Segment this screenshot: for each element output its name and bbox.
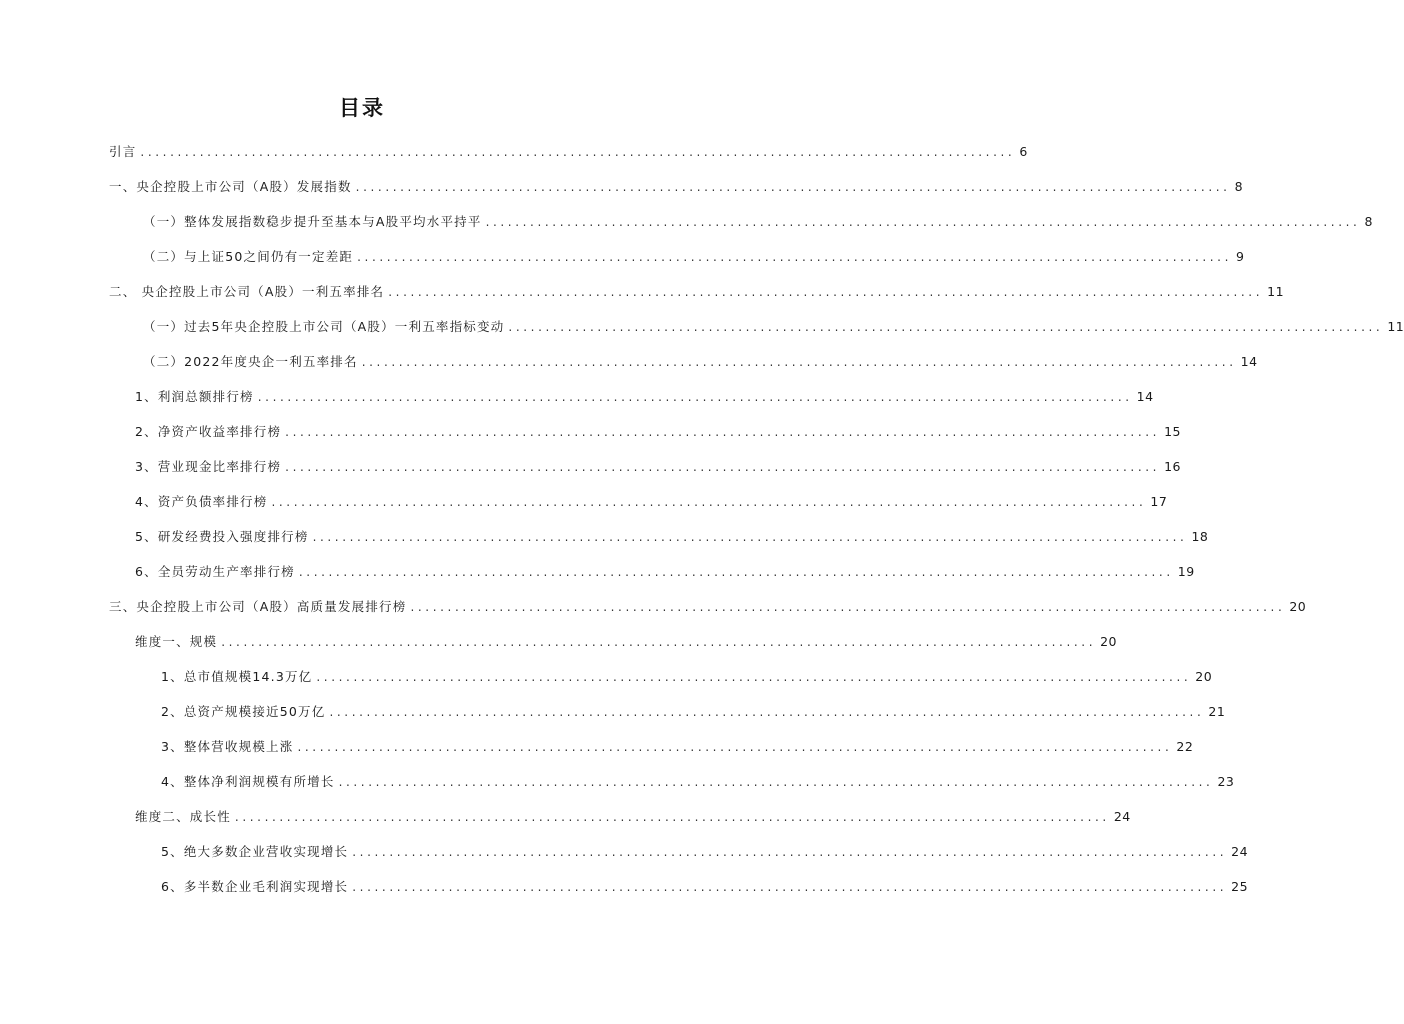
toc-entry-ranking-rnd[interactable] [135, 523, 1209, 545]
toc-entry-page: 24 [1231, 844, 1249, 859]
toc-entry-label: 5、绝大多数企业营收实现增长 [161, 844, 349, 859]
dot-leader: ...................................................................................................................... [361, 355, 1237, 369]
toc-entry-page: 15 [1164, 424, 1181, 439]
dot-leader: ...................................................................................................................... [338, 775, 1214, 789]
toc-entry-label: 3、整体营收规模上涨 [161, 739, 294, 754]
toc-entry-section-2[interactable] [109, 278, 1285, 300]
toc-entry-label: 6、全员劳动生产率排行榜 [135, 564, 295, 579]
toc-entry-label: 6、多半数企业毛利润实现增长 [161, 879, 349, 894]
toc-entry-section-2-1[interactable] [143, 313, 1404, 335]
toc-entry-ranking-productivity[interactable] [135, 558, 1195, 580]
toc-entry-scale-assets[interactable] [161, 698, 1226, 720]
toc-entry-page: 20 [1100, 634, 1118, 649]
toc-entry-growth-revenue[interactable] [161, 838, 1249, 860]
dot-leader: ...................................................................................................................... [316, 670, 1192, 684]
toc-entry-section-1-2[interactable] [143, 243, 1245, 265]
toc-entry-page: 24 [1113, 809, 1131, 824]
toc-entry-page: 22 [1176, 739, 1194, 754]
toc-entry-label: 3、营业现金比率排行榜 [135, 459, 282, 474]
toc-entry-label: 5、研发经费投入强度排行榜 [135, 529, 309, 544]
toc-entry-page: 20 [1289, 599, 1307, 614]
toc-entry-label: （二）与上证50之间仍有一定差距 [143, 249, 354, 264]
dot-leader: ...................................................................................................................... [257, 390, 1133, 404]
toc-entry-dimension-scale[interactable] [135, 628, 1118, 650]
toc-entry-label: 维度二、成长性 [135, 809, 231, 824]
toc-entry-section-3[interactable] [109, 593, 1307, 615]
dot-leader: ...................................................................................................................... [285, 425, 1161, 439]
toc-entry-page: 16 [1164, 459, 1181, 474]
toc-entry-section-1-1[interactable] [143, 208, 1373, 230]
toc-entry-section-1[interactable] [109, 173, 1244, 195]
dot-leader: ...................................................................................................................... [355, 180, 1231, 194]
toc-entry-growth-gross-profit[interactable] [161, 873, 1249, 895]
toc-entry-page: 9 [1236, 249, 1245, 264]
toc-entry-label: 二、 央企控股上市公司（A股）一利五率排名 [109, 284, 385, 299]
dot-leader: ...................................................................................................................... [298, 565, 1174, 579]
toc-entry-scale-net-profit[interactable] [161, 768, 1235, 790]
toc-entry-label: 4、整体净利润规模有所增长 [161, 774, 335, 789]
toc-entry-page: 14 [1136, 389, 1154, 404]
dot-leader: ...................................................................................................................... [388, 285, 1264, 299]
toc-entry-page: 8 [1364, 214, 1373, 229]
toc-entry-scale-market-cap[interactable] [161, 663, 1213, 685]
toc-entry-page: 19 [1177, 564, 1195, 579]
dot-leader: ...................................................................................................................... [329, 705, 1205, 719]
toc-entry-label: 1、总市值规模14.3万亿 [161, 669, 313, 684]
toc-entry-page: 11 [1267, 284, 1285, 299]
toc-entry-page: 14 [1240, 354, 1258, 369]
dot-leader: ...................................................................................................................... [285, 460, 1161, 474]
dot-leader: ...................................................................................................................... [140, 145, 1016, 159]
toc-entry-ranking-cash[interactable] [135, 453, 1181, 475]
toc-entry-label: （一）过去5年央企控股上市公司（A股）一利五率指标变动 [143, 319, 505, 334]
toc-entry-intro[interactable] [109, 138, 1028, 160]
toc-entry-page: 21 [1208, 704, 1226, 719]
toc-entry-ranking-profit[interactable] [135, 383, 1154, 405]
dot-leader: ...................................................................................................................... [410, 600, 1286, 614]
dot-leader: ...................................................................................................................... [508, 320, 1384, 334]
toc-entry-label: 1、利润总额排行榜 [135, 389, 254, 404]
toc-entry-ranking-roe[interactable] [135, 418, 1181, 440]
toc-entry-label: 三、央企控股上市公司（A股）高质量发展排行榜 [109, 599, 407, 614]
toc-entry-label: （二）2022年度央企一利五率排名 [143, 354, 358, 369]
dot-leader: ...................................................................................................................... [485, 215, 1361, 229]
toc-entry-dimension-growth[interactable] [135, 803, 1131, 825]
toc-entry-page: 25 [1231, 879, 1249, 894]
dot-leader: ...................................................................................................................... [357, 250, 1233, 264]
toc-entry-label: 2、净资产收益率排行榜 [135, 424, 282, 439]
toc-entry-label: 引言 [109, 144, 137, 159]
dot-leader: ...................................................................................................................... [352, 845, 1228, 859]
page-title: 目录 [339, 96, 385, 120]
toc-entry-page: 18 [1191, 529, 1209, 544]
toc-entry-label: 维度一、规模 [135, 634, 218, 649]
toc-entry-page: 23 [1217, 774, 1235, 789]
dot-leader: ...................................................................................................................... [221, 635, 1097, 649]
toc-entry-page: 20 [1195, 669, 1213, 684]
toc-entry-section-2-2[interactable] [143, 348, 1258, 370]
toc-entry-scale-revenue[interactable] [161, 733, 1194, 755]
toc-entry-page: 11 [1387, 319, 1404, 334]
dot-leader: ...................................................................................................................... [297, 740, 1173, 754]
dot-leader: ...................................................................................................................... [234, 810, 1110, 824]
toc-entry-ranking-debt[interactable] [135, 488, 1168, 510]
dot-leader: ...................................................................................................................... [312, 530, 1188, 544]
toc-entry-page: 8 [1234, 179, 1244, 194]
toc-entry-label: 一、央企控股上市公司（A股）发展指数 [109, 179, 352, 194]
dot-leader: ...................................................................................................................... [271, 495, 1147, 509]
toc-entry-label: （一）整体发展指数稳步提升至基本与A股平均水平持平 [143, 214, 482, 229]
toc-entry-page: 17 [1150, 494, 1168, 509]
toc-entry-label: 4、资产负债率排行榜 [135, 494, 268, 509]
toc-entry-page: 6 [1019, 144, 1028, 159]
toc-entry-label: 2、总资产规模接近50万亿 [161, 704, 326, 719]
dot-leader: ...................................................................................................................... [352, 880, 1228, 894]
